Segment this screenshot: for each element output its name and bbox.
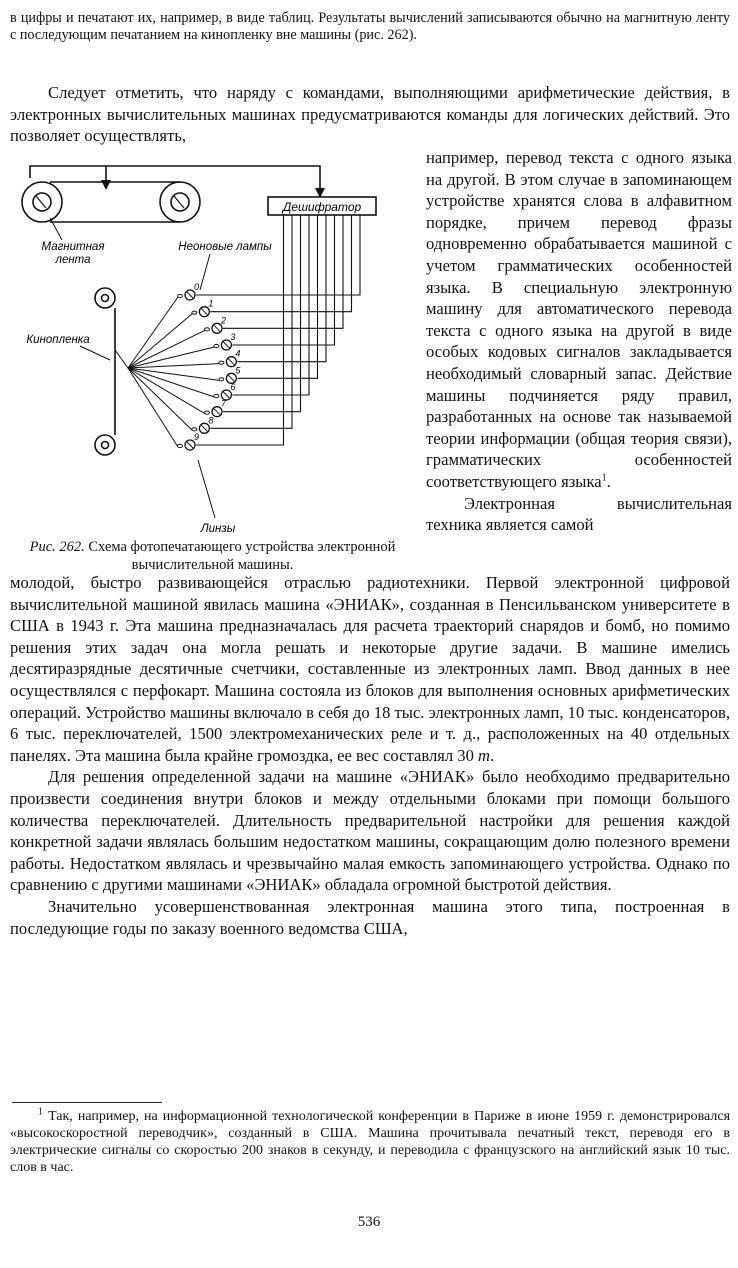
lamp-digit-label: 6 <box>230 382 236 392</box>
caption-label: Рис. 262. <box>29 539 85 555</box>
footnote-rule <box>12 1102 162 1103</box>
wrapped-text-column <box>426 147 732 536</box>
footnote-ref: 1 <box>601 472 607 484</box>
paragraph-1-full: Следует отметить, что наряду с командами, выполняющими арифметические действия, в электронных вычислительных машинах предусматриваются команды для логических действий. Это позволяет осуществлять, <box>10 83 730 146</box>
decoder-wire <box>210 215 351 312</box>
paragraph-2-tail-text: молодой, быстро развивающейся отраслью радиотехники. Первой электронной цифровой вычислительной машиной явилась машина «ЭНИАК», созданная в Пенсильванском университете в США в 1943 г. Эта машина предназначалась для расчета траекторий снарядов и бомб, но помимо решения этих задач она могла решать и некоторые другие задачи. В машине имелись десятиразрядные десятичные счетчики, составленные из электронных ламп. Ввод данных в нее осуществлялся с перфокарт. Машина состояла из блоков для выполнения основных арифметических операций. Устройство машины включало в себя до 18 тыс. электронных ламп, 10 тыс. конденсаторов, 6 тыс. переключателей, 1500 электромеханических реле и т. д., расположенных на 40 отдельных панелях. Эта машина была крайне громоздка, ее вес составлял 30 <box>10 573 730 765</box>
label-film: Кинопленка <box>26 334 90 346</box>
light-ray <box>128 368 178 447</box>
paragraph-1-wrap-text: например, перевод текста с одного языка на другой. В этом случае в запоминающем устройстве хранятся слова в алфавитном порядке, причем перевод фразы одновременно обрабатывается машиной с учетом грамматических особенностей языка. В специальную электронную машину для автоматического перевода текста с одного языка на другой в виде особых кодовых сигналов закладывается необходимый словарный запас. Действие машины подчиняется ряду правил, разработанных на основе так называемой теории информации (общая теория связи), грамматических особенностей соответствующего языка <box>426 148 732 491</box>
bus-line <box>30 166 320 192</box>
decoder-wire <box>237 215 317 378</box>
lens <box>178 444 183 447</box>
lens <box>219 361 224 364</box>
label-tape-line1: Магнитная <box>41 241 105 253</box>
figure-caption <box>10 538 415 574</box>
page-number: 536 <box>357 1214 381 1230</box>
lamp-digit-label: 8 <box>208 415 214 426</box>
paragraph-4: Значительно усовершенствованная электронная машина этого типа, построенная в последующие годы по заказу военного ведомства США, <box>10 896 730 938</box>
lens <box>219 378 224 381</box>
light-ray <box>128 368 214 397</box>
lamp-digit-label: 9 <box>194 432 200 442</box>
lamp-digit-label: 7 <box>220 398 227 409</box>
lamp-digit-label: 0 <box>194 282 200 292</box>
arrow-down-icon-2 <box>101 180 111 190</box>
paragraph-3: Для решения определенной задачи на машине «ЭНИАК» было необходимо предварительно произвести соединения внутри блоков и между отдельными блоками при помощи большого количества переключателей. Длительность предварительной настройки для решения каждой конкретной задачи являлась большим недостатком машины, сокращающим долю полезного времени работы. Недостатком являлась и чрезвычайно малая емкость запоминающего устройства. Однако по сравнению с другими машинами «ЭНИАК» обладала огромной быстротой действия. <box>10 767 730 895</box>
label-neon: Неоновые лампы <box>178 241 272 253</box>
paragraph-2-wrap: Электронная вычислительная техника является самой <box>426 493 732 535</box>
paragraph-1-end: . <box>606 471 611 491</box>
top-paragraph: в цифры и печатают их, например, в виде таблиц. Результаты вычислений записываются обычно на магнитную ленту с последующим печатанием на кинопленку вне машины (рис. 262). <box>10 10 730 43</box>
paragraph-1-wrap <box>426 147 732 493</box>
lens <box>204 328 209 331</box>
lens <box>192 311 197 314</box>
lamp-digit-label: 3 <box>230 332 236 342</box>
lens <box>214 344 219 347</box>
label-tape-line2: лента <box>55 254 91 266</box>
footnote-marker: 1 <box>38 1106 43 1118</box>
film-reel-bottom <box>95 435 115 455</box>
paragraph-2-tail: молодой, быстро развивающейся отраслью радиотехники. Первой электронной цифровой вычислительной машиной явилась машина «ЭНИАК», созданная в Пенсильванском университете в США в 1943 г. Эта машина предназначалась для расчета траекторий снарядов и бомб, но помимо решения этих задач она могла решать и некоторые другие задачи. В машине имелись десятиразрядные десятичные счетчики, составленные из электронных ламп. Ввод данных в нее осуществлялся с перфокарт. Машина состояла из блоков для выполнения основных арифметических операций. Устройство машины включало в себя до 18 тыс. электронных ламп, 10 тыс. конденсаторов, 6 тыс. переключателей, 1500 электромеханических реле и т. д., расположенных на 40 отдельных панелях. Эта машина была крайне громоздка, ее вес составлял 30 т. <box>10 573 730 765</box>
decoder-wire <box>237 215 326 362</box>
light-ray <box>128 368 205 414</box>
tape-reel-right <box>160 182 200 222</box>
tape-reel-left <box>22 182 62 222</box>
footnote <box>10 1108 730 1176</box>
weight-unit: т <box>478 745 491 765</box>
label-lenses: Линзы <box>200 523 236 535</box>
lamp-digit-label: 5 <box>235 365 241 376</box>
lamp-digit-label: 2 <box>220 315 227 326</box>
light-ray <box>128 368 219 380</box>
footnote-text: Так, например, на информационной технологической конференции в Париже в июне 1959 г. демонстрировался «высокоскоростной переводчик», созданный в США. Машина прочитывала печатный текст, переводя его в электрические сигналы со скоростью 200 знаков в секунду, и переводила с французского на английский язык 10 тыс. слов в час. <box>10 1109 731 1175</box>
film-reel-top <box>95 288 115 308</box>
lens <box>204 411 209 414</box>
photoprinting-diagram <box>10 150 415 535</box>
figure-262 <box>10 150 415 590</box>
lamp-digit-label: 4 <box>235 348 241 359</box>
caption-text: Схема фотопечатающего устройства электронной вычислительной машины. <box>88 539 396 573</box>
lens <box>192 428 197 431</box>
lens <box>214 394 219 397</box>
lens <box>178 294 183 297</box>
lamp-digit-label: 1 <box>208 298 214 309</box>
light-ray <box>128 368 192 430</box>
body-text-bottom <box>10 572 730 939</box>
label-decoder: Дешифратор <box>282 200 362 214</box>
decoder-wire <box>196 215 360 295</box>
